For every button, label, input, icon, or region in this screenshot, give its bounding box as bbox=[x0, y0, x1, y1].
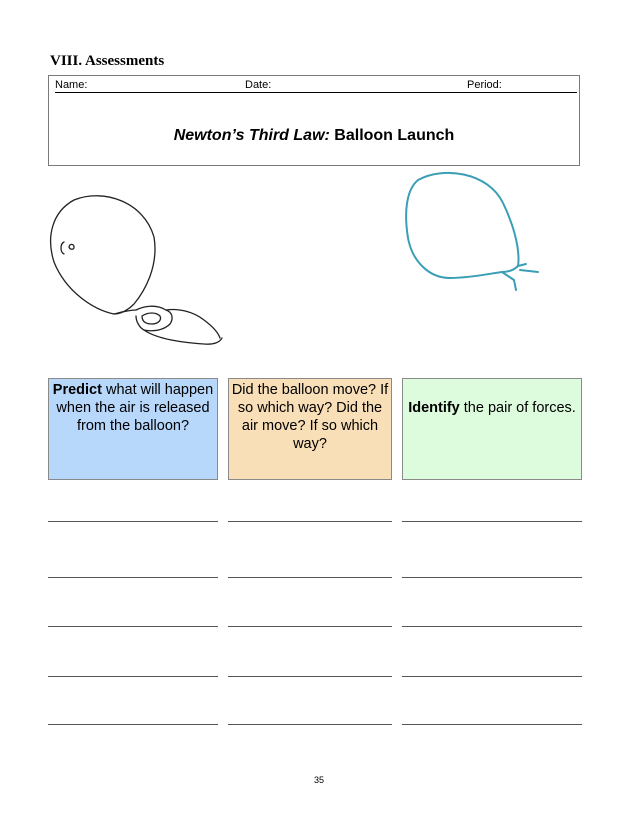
period-field[interactable] bbox=[465, 92, 577, 93]
answer-line[interactable] bbox=[48, 521, 218, 522]
answer-line[interactable] bbox=[48, 626, 218, 627]
answer-line[interactable] bbox=[402, 676, 582, 677]
section-title: VIII. Assessments bbox=[50, 53, 165, 69]
name-field[interactable] bbox=[55, 92, 245, 93]
worksheet-title-italic: Newton’s Third Law: bbox=[173, 127, 330, 144]
teal-balloon-outline-sketch bbox=[398, 168, 548, 300]
date-label: Date: bbox=[245, 79, 272, 91]
answer-line[interactable] bbox=[228, 724, 392, 725]
answer-line[interactable] bbox=[402, 724, 582, 725]
observe-box bbox=[228, 378, 392, 480]
answer-line[interactable] bbox=[48, 577, 218, 578]
identify-box bbox=[402, 378, 582, 480]
worksheet-title-rest: Balloon Launch bbox=[329, 127, 455, 144]
identify-box-text: the pair of forces. bbox=[459, 400, 576, 416]
answer-line[interactable] bbox=[402, 626, 582, 627]
page-number: 35 bbox=[313, 775, 324, 785]
worksheet-header bbox=[48, 75, 580, 166]
date-field[interactable] bbox=[245, 92, 465, 93]
answer-line[interactable] bbox=[228, 521, 392, 522]
hand-holding-balloon-sketch bbox=[44, 192, 224, 350]
predict-box bbox=[48, 378, 218, 480]
name-label: Name: bbox=[55, 79, 88, 91]
answer-line[interactable] bbox=[402, 577, 582, 578]
answer-line[interactable] bbox=[48, 676, 218, 677]
predict-box-text: what will happen when the air is released from the balloon? bbox=[56, 382, 214, 434]
answer-line[interactable] bbox=[228, 577, 392, 578]
period-label: Period: bbox=[467, 79, 502, 91]
answer-line[interactable] bbox=[402, 521, 582, 522]
answer-line[interactable] bbox=[228, 676, 392, 677]
worksheet-title bbox=[49, 127, 579, 145]
observe-box-text: Did the balloon move? If so which way? Did the air move? If so which way? bbox=[231, 382, 389, 452]
answer-line[interactable] bbox=[228, 626, 392, 627]
identify-box-bold: Identify bbox=[408, 400, 460, 416]
predict-box-bold: Predict bbox=[52, 382, 102, 398]
answer-line[interactable] bbox=[48, 724, 218, 725]
